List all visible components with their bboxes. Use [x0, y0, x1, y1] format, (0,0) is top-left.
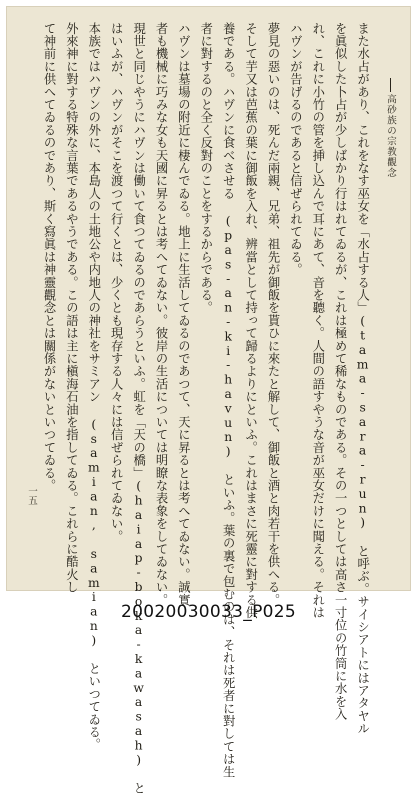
header-rule: [390, 78, 391, 92]
text-column: 本族ではハヴンの外に、本島人の土地公や内地人の神社をサミアン (samian, samian) といつてゐる。: [86, 22, 101, 752]
text-column: 養である。ハヴンに食べさせる (pas-an-ki-havun) といふ。葉の裏で包むのは、それは死者に對しては生: [221, 22, 236, 779]
text-column: そして芋又は芭蕉の葉に御飯を入れ、辨當として持って歸るよりにといふ。これはまさに死靈に對する供: [243, 22, 258, 619]
running-header: 高砂族の宗教觀念: [385, 94, 396, 178]
page-number: 一五: [26, 486, 37, 505]
text-column: 外來神に對する特殊な言葉であるやうである。この語は主に槇海石油を指してゐる。これらに酷火し: [64, 22, 79, 594]
text-column: れ、これに小竹の管を挿し込んで耳にあて、音を聽く。人間の語すやうな音が巫女だけに聞える。それは: [310, 22, 325, 619]
text-column: 夢見の惡いのは、死んだ兩親、兄弟、祖先が御飯を貰ひに來たと解して、御飯と酒と肉若干を供へる。: [266, 22, 280, 607]
text-column: を眞似した卜占が少しばかり行はれてゐるが、これは極めて稀なものである。その一つとしては高さ一寸位の竹筒に水を入: [333, 22, 348, 721]
text-column: 現世と同じやうにハヴンは働いて食つてゐるのであらうといふ。虹を「天の橋」(haiap-boka-kawasah) と: [131, 22, 146, 794]
text-column: て神前に供へてゐるのであり、斯く寫眞は神靈觀念とは關係がないといつてゐる。: [42, 22, 56, 492]
text-column: ハヴンが告げるのであると信ぜられてゐる。: [288, 22, 303, 276]
text-column: はいふが、ハヴンがそこを渡つて行くとは、少くとも現存する人々には信ぜられてゐない。: [109, 22, 124, 543]
text-column: ハヴンは墓場の附近に棲んでゐる。地上に生活してゐるのであつて、天に昇るとは考へてゐない。誠實: [176, 22, 191, 607]
text-column: また水占があり、これをなす巫女を「水占する人」(tama-sara-run) と呼ぶ。サイシアトにはアタヤル: [355, 22, 370, 735]
text-column: 者に對するのと全く反對のことをするからである。: [198, 22, 213, 315]
text-column: 者も機械に巧みな女も天國に昇るとは考へてゐない。彼岸の生活については明瞭な表象をしてゐない。: [154, 22, 168, 607]
image-caption: 20020030033_P025: [121, 602, 296, 622]
